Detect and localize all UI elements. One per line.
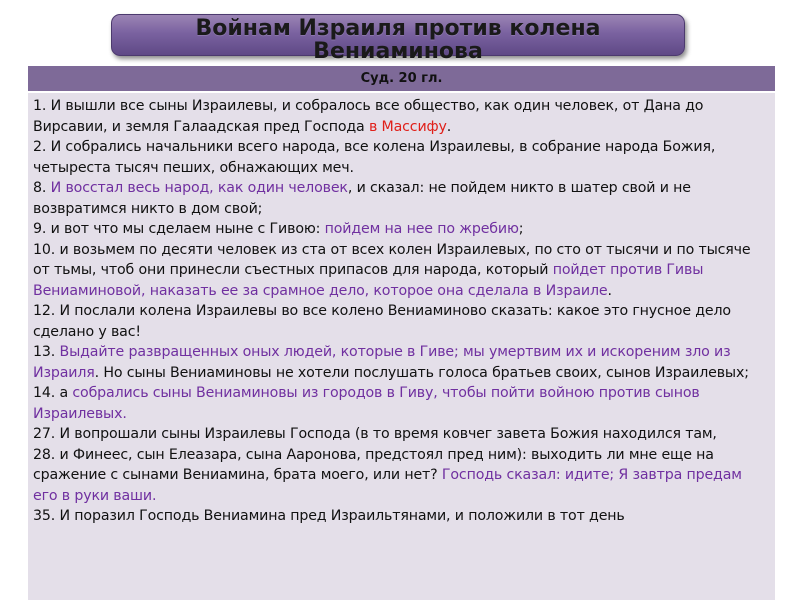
verse-text: ; (518, 221, 524, 237)
verse-number: 14 (33, 385, 51, 401)
verse-2 (33, 137, 770, 178)
verse-number: 8 (33, 180, 42, 196)
verse-number: 27 (33, 426, 51, 442)
verse-text: . И послали колена Израилевы во все колено Вениаминово сказать: какое это гнусное дело сделано у вас! (33, 303, 731, 340)
verse-text: . И вышли все сыны Израилевы, и собралось все общество, как один человек, от Дана до Вирсавии, и земля Галаадская пред Господа (33, 98, 704, 135)
verse-highlight: в Массифу (368, 118, 447, 135)
chapter-reference: Суд. 20 гл. (360, 71, 443, 86)
verse-number: 1 (33, 98, 42, 114)
verse-text: , и сказал: не пойдем никто в шатер свой и не возвратимся никто в дом свой; (33, 180, 691, 217)
verse-number: 28 (33, 446, 51, 463)
verse-text: . (41, 180, 51, 196)
verse-number: 10 (33, 241, 51, 258)
verse-text: . И собрались начальники всего народа, все колена Израилевы, в собрание народа Божия, четыреста тысяч пеших, обнажающих меч. (33, 139, 716, 176)
verse-text: . (446, 118, 452, 135)
verse-9 (33, 219, 770, 240)
verse-text: . а (50, 385, 73, 401)
title-banner (111, 14, 685, 64)
verse-35 (33, 506, 770, 527)
verse-highlight: пойдет против Гивы Вениаминовой, наказать ее за срамное дело, которое она сделала в Израиле (33, 262, 704, 299)
verse-10 (33, 240, 770, 302)
verse-highlight: И восстал весь народ, как один человек (50, 180, 348, 196)
verse-highlight: пойдем на нее по жребию (324, 221, 519, 237)
verse-text: . И поразил Господь Вениамина пред Израильтянами, и положили в тот день (50, 508, 625, 524)
verse-highlight: Выдайте развращенных оных людей, которые в Гиве; мы умертвим их и искореним зло из Израиля (33, 344, 731, 381)
verses-cell (28, 93, 775, 600)
verse-text: . (607, 282, 612, 299)
verse-13 (33, 342, 770, 383)
verse-text: . и Финеес, сын Елеазара, сына Ааронова, предстоял пред ним): выходить ли мне еще на сражение с сынами Вениамина, брата моего, или нет? (33, 446, 714, 483)
verse-number: 35 (33, 508, 51, 524)
verse-highlight: Господь сказал: идите; Я завтра предам его в руки ваши. (33, 467, 742, 504)
verse-text: . и вот что мы сделаем ныне с Гивою: (41, 221, 325, 237)
verse-text: . (50, 344, 60, 360)
verse-number: 9 (33, 221, 42, 237)
scripture-table (28, 66, 775, 600)
verse-text: . Но сыны Вениаминовы не хотели послушать голоса братьев своих, сынов Израилевых; (94, 364, 749, 381)
slide-title: Войнам Израиля против колена Вениаминова (195, 16, 601, 64)
verse-1 (33, 96, 770, 137)
verse-text: . И вопрошали сыны Израилевы Господа (в то время ковчег завета Божия находился там, (50, 426, 717, 442)
verse-27 (33, 424, 770, 445)
verse-number: 12 (33, 303, 51, 319)
verse-text: . и возьмем по десяти человек из ста от всех колен Израилевых, по сто от тысячи и по тысяче от тьмы, чтоб они принесли съестных припасов для народа, который (33, 241, 751, 278)
table-header (28, 66, 775, 93)
verse-number: 13 (33, 344, 51, 360)
verse-12 (33, 301, 770, 342)
verse-14 (33, 383, 770, 424)
verse-highlight: собрались сыны Вениаминовы из городов в Гиву, чтобы пойти войною против сынов Израилевых. (33, 385, 700, 422)
verse-8 (33, 178, 770, 219)
verse-number: 2 (33, 139, 42, 155)
verse-28 (33, 445, 770, 507)
